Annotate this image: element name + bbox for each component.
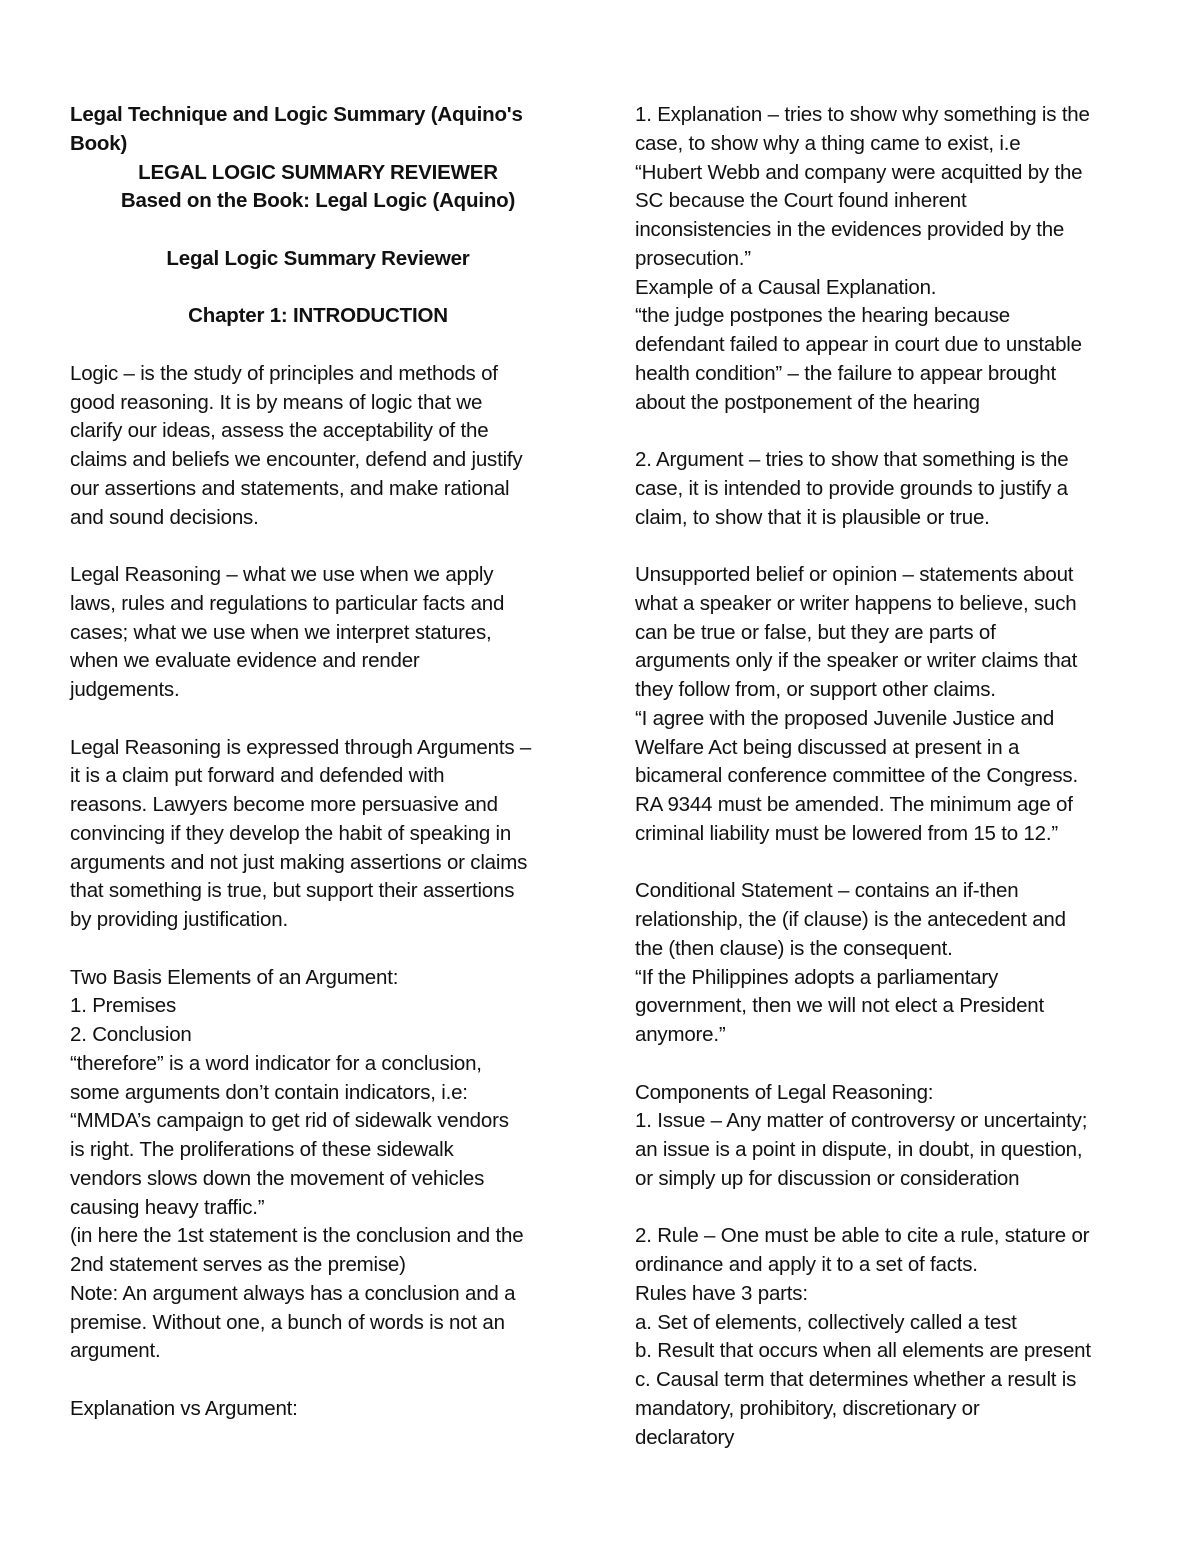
text-line: (in here the 1st statement is the conclusion and the	[70, 1224, 524, 1248]
text-line: Example of a Causal Explanation.	[635, 275, 937, 299]
chapter-heading: Chapter 1: INTRODUCTION	[188, 304, 448, 328]
document-title: Legal Technique and Logic Summary (Aquino's	[70, 103, 523, 126]
text-line: when we evaluate evidence and render	[70, 649, 420, 673]
conditional-statement-paragraph	[635, 877, 1135, 1050]
spacer	[70, 705, 566, 734]
list-item: 1. Premises	[70, 994, 177, 1018]
spacer	[635, 417, 1135, 446]
text-line: Rules have 3 parts:	[635, 1281, 808, 1305]
text-line: arguments and not just making assertions or claims	[70, 850, 528, 874]
text-line: vendors slows down the movement of vehicles	[70, 1166, 485, 1190]
arguments-paragraph	[70, 734, 566, 935]
left-column	[70, 101, 566, 1424]
text-line: our assertions and statements, and make rational	[70, 476, 510, 500]
text-line: inconsistencies in the evidences provided by the	[635, 218, 1065, 241]
text-line: 2. Argument – tries to show that something is the	[635, 448, 1069, 471]
text-line: anymore.”	[635, 1023, 726, 1046]
text-line: by providing justification.	[70, 908, 288, 931]
text-line: what a speaker or writer happens to believe, such	[635, 591, 1077, 615]
legal-reasoning-paragraph	[70, 561, 566, 705]
text-line: case, it is intended to provide grounds to justify a	[635, 476, 1068, 500]
text-line: that something is true, but support their assertions	[70, 879, 515, 903]
spacer	[70, 1366, 566, 1395]
text-line: judgements.	[70, 678, 180, 701]
text-line: “MMDA’s campaign to get rid of sidewalk vendors	[70, 1109, 509, 1133]
text-line: SC because the Court found inherent	[635, 189, 967, 213]
text-line: argument.	[70, 1339, 161, 1363]
spacer	[635, 532, 1135, 561]
text-line: prosecution.”	[635, 246, 751, 270]
text-line: government, then we will not elect a President	[635, 994, 1044, 1018]
argument-elements-paragraph	[70, 964, 566, 1367]
text-line: Conditional Statement – contains an if-then	[635, 879, 1019, 903]
text-line: is right. The proliferations of these sidewalk	[70, 1138, 454, 1161]
text-line: 2. Rule – One must be able to cite a rule, stature or	[635, 1224, 1090, 1248]
logic-paragraph	[70, 360, 566, 533]
text-line: Components of Legal Reasoning:	[635, 1080, 934, 1104]
text-line: some arguments don’t contain indicators, i.e:	[70, 1080, 468, 1104]
text-line: laws, rules and regulations to particular facts and	[70, 591, 505, 615]
text-line: the (then clause) is the consequent.	[635, 936, 953, 960]
text-line: Legal Reasoning is expressed through Arguments –	[70, 735, 532, 759]
spacer	[70, 331, 566, 360]
components-paragraph	[635, 1079, 1135, 1194]
text-line: Logic – is the study of principles and methods of	[70, 361, 498, 385]
document-title-continued: Book)	[70, 131, 128, 155]
text-line: health condition” – the failure to appear brought	[635, 361, 1057, 385]
book-subtitle: Based on the Book: Legal Logic (Aquino)	[120, 189, 516, 213]
unsupported-belief-paragraph	[635, 561, 1135, 849]
text-line: or simply up for discussion or consideration	[635, 1166, 1020, 1190]
text-line: relationship, the (if clause) is the antecedent and	[635, 908, 1066, 931]
text-line: Unsupported belief or opinion – statements about	[635, 563, 1074, 586]
spacer	[70, 935, 566, 964]
rule-paragraph	[635, 1222, 1135, 1452]
text-line: mandatory, prohibitory, discretionary or	[635, 1396, 980, 1420]
list-item: b. Result that occurs when all elements are present	[635, 1339, 1091, 1363]
text-line: clarify our ideas, assess the acceptability of the	[70, 419, 489, 443]
list-item: a. Set of elements, collectively called a test	[635, 1310, 1017, 1334]
spacer	[635, 1194, 1135, 1223]
text-line: 1. Explanation – tries to show why something is the	[635, 103, 1090, 126]
text-line: it is a claim put forward and defended with	[70, 764, 445, 788]
text-line: bicameral conference committee of the Congress.	[635, 764, 1078, 788]
text-line: claim, to show that it is plausible or true.	[635, 505, 990, 529]
text-line: “If the Philippines adopts a parliamentary	[635, 965, 999, 989]
text-line: cases; what we use when we interpret statures,	[70, 620, 492, 644]
text-line: claims and beliefs we encounter, defend and justify	[70, 448, 523, 471]
argument-paragraph	[635, 446, 1135, 532]
text-line: reasons. Lawyers become more persuasive and	[70, 793, 498, 816]
text-line: RA 9344 must be amended. The minimum age of	[635, 793, 1073, 816]
text-line: can be true or false, but they are parts of	[635, 620, 996, 644]
text-line: about the postponement of the hearing	[635, 390, 980, 414]
text-line: Two Basis Elements of an Argument:	[70, 965, 399, 989]
text-line: they follow from, or support other claims.	[635, 678, 996, 701]
text-line: declaratory	[635, 1425, 735, 1449]
text-line: “therefore” is a word indicator for a conclusion,	[70, 1051, 482, 1075]
text-line: premise. Without one, a bunch of words is not an	[70, 1310, 505, 1334]
text-line: Note: An argument always has a conclusion and a	[70, 1281, 516, 1305]
text-line: “the judge postpones the hearing because	[635, 304, 1010, 328]
list-item: c. Causal term that determines whether a result is	[635, 1368, 1077, 1391]
text-line: an issue is a point in dispute, in doubt, in question,	[635, 1138, 1083, 1161]
text-line: 2nd statement serves as the premise)	[70, 1253, 406, 1276]
text-line: good reasoning. It is by means of logic that we	[70, 390, 483, 414]
text-line: “Hubert Webb and company were acquitted by the	[635, 160, 1083, 184]
text-line: case, to show why a thing came to exist, i.e	[635, 131, 1021, 155]
text-line: arguments only if the speaker or writer claims that	[635, 649, 1078, 673]
explanation-paragraph	[635, 101, 1135, 417]
spacer	[70, 216, 566, 245]
text-line: convincing if they develop the habit of speaking in	[70, 821, 512, 845]
text-line: and sound decisions.	[70, 505, 259, 529]
text-line: 1. Issue – Any matter of controversy or uncertainty;	[635, 1109, 1088, 1133]
spacer	[70, 274, 566, 303]
text-line: defendant failed to appear in court due to unstable	[635, 333, 1082, 356]
list-item: 2. Conclusion	[70, 1023, 192, 1046]
right-column	[635, 101, 1135, 1452]
text-line: ordinance and apply it to a set of facts.	[635, 1253, 978, 1276]
spacer	[635, 849, 1135, 878]
text-line: Legal Reasoning – what we use when we apply	[70, 563, 494, 586]
text-line: criminal liability must be lowered from 15 to 12.”	[635, 821, 1058, 845]
text-line: causing heavy traffic.”	[70, 1195, 265, 1219]
text-line: “I agree with the proposed Juvenile Justice and	[635, 706, 1055, 730]
spacer	[70, 532, 566, 561]
reviewer-subtitle: LEGAL LOGIC SUMMARY REVIEWER	[138, 160, 498, 184]
text-line: Welfare Act being discussed at present in a	[635, 735, 1020, 759]
spacer	[635, 1050, 1135, 1079]
explanation-vs-argument-heading: Explanation vs Argument:	[70, 1396, 298, 1420]
section-heading: Legal Logic Summary Reviewer	[166, 246, 470, 270]
